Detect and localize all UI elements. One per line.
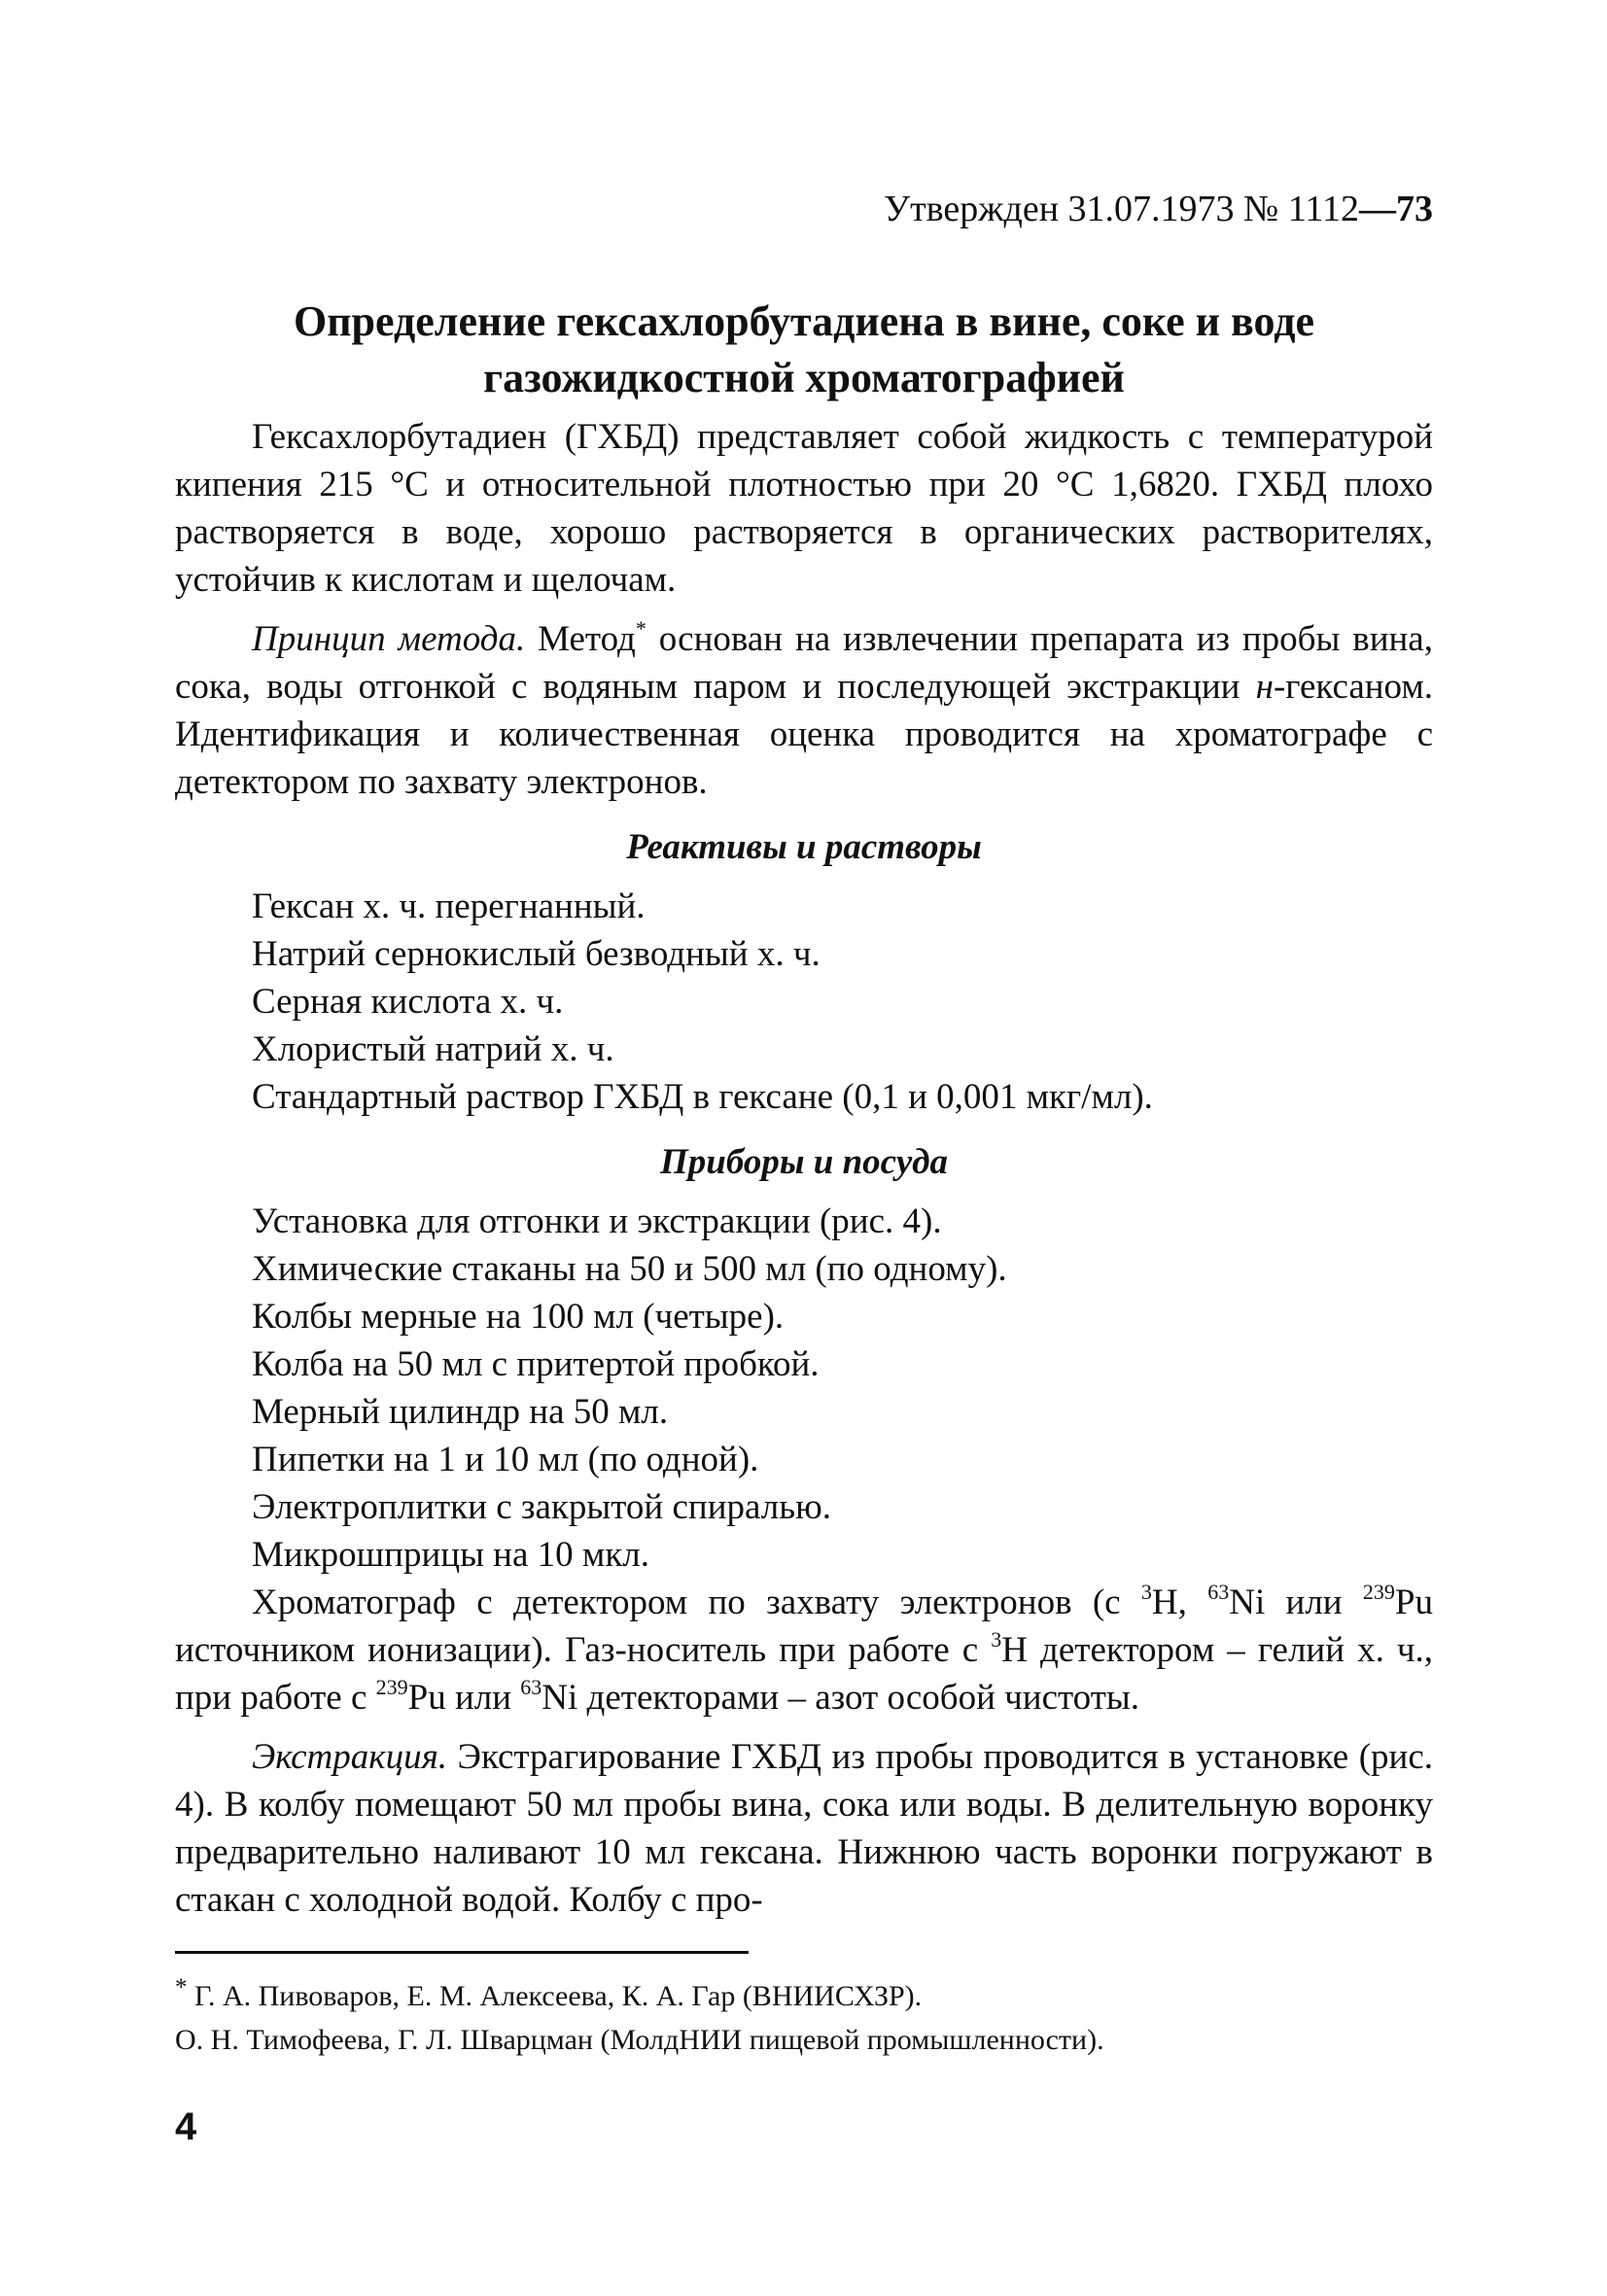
footnote-authors-2: О. Н. Тимофеева, Г. Л. Шварцман (МолдНИИ пищевой промышленности).	[175, 2024, 1104, 2056]
equipment-item: Установка для отгонки и экстракции (рис. 4).	[252, 1201, 942, 1241]
extraction-label: Экстракция.	[252, 1737, 448, 1777]
reagent-item: Стандартный раствор ГХБД в гексане (0,1 и 0,001 мкг/мл).	[252, 1077, 1153, 1117]
equipment-item: Химические стаканы на 50 и 500 мл (по одному).	[252, 1249, 1007, 1289]
isotope-superscript: 239	[375, 1675, 408, 1699]
title-line-1: Определение гексахлорбутадиена в вине, соке и воде	[293, 297, 1314, 345]
equipment-item: Колба на 50 мл с притертой пробкой.	[252, 1344, 820, 1384]
chromatograph-text: Ni детекторами – азот особой чистоты.	[541, 1678, 1139, 1718]
isotope-superscript: 63	[520, 1675, 542, 1699]
isotope-superscript: 3	[1140, 1580, 1152, 1604]
intro-paragraph: Гексахлорбутадиен (ГХБД) представляет собой жидкость с температурой кипения 215 °С и относительной плотностью при 20 °С 1,6820. ГХБД плохо растворяется в воде, хорошо растворяется в органических растворителях, устойчив к кислотам и щелочам.	[175, 417, 1433, 600]
principle-label: Принцип метода.	[252, 619, 526, 659]
chromatograph-text: Pu или	[407, 1678, 521, 1718]
isotope-superscript: 239	[1362, 1580, 1395, 1604]
reagent-item: Натрий сернокислый безводный х. ч.	[252, 934, 821, 974]
footnote-divider	[175, 1951, 749, 1954]
approval-number: 73	[1396, 189, 1433, 229]
extraction-paragraph	[175, 1733, 1433, 1924]
chromatograph-paragraph	[175, 1579, 1433, 1722]
isotope-superscript: 63	[1207, 1580, 1230, 1604]
principle-footnote-mark: *	[635, 616, 646, 641]
equipment-heading: Приборы и посуда	[660, 1142, 948, 1182]
chromatograph-text: Н,	[1151, 1583, 1208, 1622]
chromatograph-text: Ni или	[1229, 1583, 1363, 1622]
equipment-item: Электроплитки с закрытой спиралью.	[252, 1487, 831, 1527]
reagents-heading: Реактивы и растворы	[626, 827, 982, 867]
footnote-authors-1	[175, 1966, 1433, 2018]
principle-text-a: Метод	[525, 619, 636, 659]
principle-text-c: -гексаном. Идентификация и количественная оценка проводится на хроматографе с детектором по захвату электронов.	[175, 667, 1433, 802]
equipment-item: Пипетки на 1 и 10 мл (по одной).	[252, 1440, 759, 1479]
chromatograph-text: Хроматограф с детектором по захвату электронов (с	[252, 1583, 1141, 1622]
extraction-text: Экстрагирование ГХБД из пробы проводится в установке (рис. 4). В колбу помещают 50 мл пробы вина, сока или воды. В делительную воронку предварительно наливают 10 мл гексана. Нижнюю часть воронки погружают в стакан с холодной водой. Колбу с про-	[175, 1737, 1433, 1920]
reagent-item: Хлористый натрий х. ч.	[252, 1029, 614, 1069]
hexane-prefix: н	[1255, 667, 1274, 707]
footnote-mark: *	[175, 1974, 188, 2000]
equipment-item: Микрошприцы на 10 мкл.	[252, 1535, 650, 1575]
document-title	[175, 294, 1433, 406]
reagent-item: Гексан х. ч. перегнанный.	[252, 887, 646, 926]
approval-dash: —	[1359, 189, 1396, 229]
approval-header	[884, 188, 1433, 230]
reagent-item: Серная кислота х. ч.	[252, 982, 564, 1022]
isotope-superscript: 3	[991, 1627, 1002, 1652]
footnotes	[175, 1966, 1433, 2062]
footnote-text: Г. А. Пивоваров, Е. М. Алексеева, К. А. Гар (ВНИИСХЗР).	[187, 1980, 923, 2012]
principle-text-b: основан на извлечении препарата из пробы вина, сока, воды отгонкой с водяным паром и последующей экстракции	[175, 619, 1433, 707]
principle-paragraph	[175, 615, 1433, 806]
chromatograph-text: Н детектором – гелий х. ч., при работе с	[175, 1630, 1433, 1718]
equipment-item: Мерный цилиндр на 50 мл.	[252, 1392, 669, 1432]
approval-text: Утвержден 31.07.1973 № 1112	[884, 189, 1359, 229]
page-number: 4	[175, 2105, 197, 2148]
equipment-item: Колбы мерные на 100 мл (четыре).	[252, 1297, 785, 1337]
document-body	[175, 413, 1433, 1924]
chromatograph-text: Pu источником ионизации). Газ-носитель при работе с	[175, 1583, 1433, 1670]
title-line-2: газожидкостной хроматографией	[483, 354, 1125, 401]
